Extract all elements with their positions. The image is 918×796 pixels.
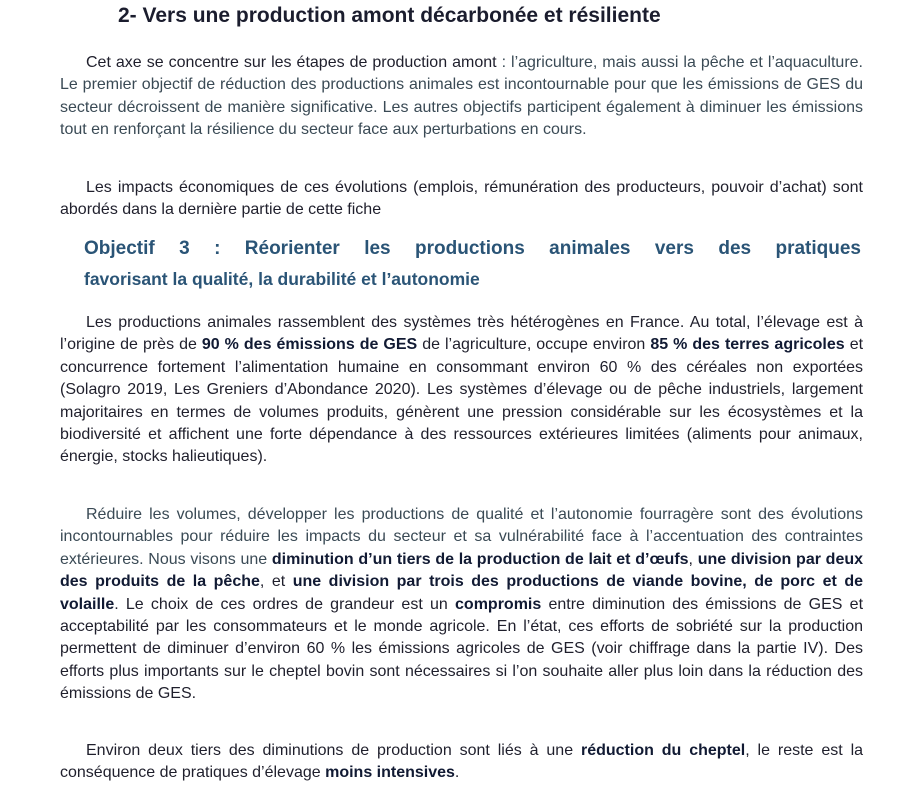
reduce-highlight-meat: une division par trois des productions de viande bovine, de porc et de volaille xyxy=(60,573,863,613)
cheptel-highlight-reduction: réduction du cheptel xyxy=(580,742,746,759)
cheptel-text-1: Environ deux tiers des diminutions de production sont liés à une xyxy=(86,742,581,759)
reduce-text-5: entre diminution des émissions de GES et acceptabilité par les consommateurs et le monde agricole. En l’état, ces efforts de sobriété sur la production permettent de diminuer d’environ 60 % les émissions agricoles de GES (voir chiffrage dans la partie IV). Des efforts plus importants sur le cheptel bovin sont nécessaires si l’on souhaite aller plus loin dans la réduction des émissions de GES. xyxy=(60,595,864,703)
reduce-volumes-paragraph xyxy=(60,504,863,706)
animal-text-3: et concurrence fortement l’alimentation humaine en consommant environ 60 % des céréales non exportées (Solagro 2019, Les Greniers d’Abondance 2020). Les systèmes d’élevage ou de pêche industriels, largement majoritaires en termes de volumes produits, génèrent une pression considérable sur les écosystèmes et la biodiversité et affichent une forte dépendance à des ressources extérieures limitées (aliments pour animaux, énergie, stocks halieutiques). xyxy=(60,336,864,466)
reduce-text-1: Réduire les volumes, développer les productions de qualité et l’autonomie fourragère sont des évolutions incontournables pour réduire les impacts du secteur et sa vulnérabilité face à l’accentuation des contraintes extérieures. Nous visons une xyxy=(60,506,863,568)
animal-highlight-ges: 90 % des émissions de GES xyxy=(201,336,418,354)
reduce-highlight-fish: une division par deux des produits de la pêche xyxy=(60,550,864,591)
objective-title xyxy=(84,236,861,292)
objective-title-line1: Objectif 3 : Réorienter les productions animales vers des pratiques xyxy=(84,238,861,259)
reduce-text-3: , et xyxy=(259,573,293,591)
reduce-highlight-compromise: compromis xyxy=(455,595,542,613)
intro-text-1: Cet axe se concentre sur les étapes de production amont xyxy=(86,54,497,71)
intro-paragraph xyxy=(60,52,863,142)
cheptel-highlight-intensive: moins intensives xyxy=(325,764,455,782)
cheptel-text-2: , le reste est la conséquence de pratiques d’élevage xyxy=(60,742,864,782)
reduce-highlight-milk: diminution d’un tiers de la production de lait et d’œufs xyxy=(271,550,689,568)
objective-title-line2: favorisant la qualité, la durabilité et l’autonomie xyxy=(84,269,480,289)
animal-highlight-land: 85 % des terres agricoles xyxy=(650,336,845,354)
cheptel-text-3: . xyxy=(454,764,460,782)
impacts-text: Les impacts économiques de ces évolutions (emplois, rémunération des producteurs, pouvoir d’achat) sont abordés dans la dernière partie de cette fiche xyxy=(60,179,863,219)
animal-text-2: de l’agriculture, occupe environ xyxy=(417,336,651,354)
reduce-text-2: , xyxy=(688,550,698,568)
animal-production-paragraph xyxy=(60,312,863,469)
section-heading: 2- Vers une production amont décarbonée et résiliente xyxy=(118,4,661,27)
animal-text-1: Les productions animales rassemblent des systèmes très hétérogènes en France. Au total, l’élevage est à l’origine de près de xyxy=(60,314,863,354)
cheptel-paragraph xyxy=(60,740,863,785)
intro-text-2: : l’agriculture, mais aussi la pêche et l’aquaculture. Le premier objectif de réduction des productions animales est incontournable pour que les émissions de GES du secteur décroissent de manière significative. Les autres objectifs participent également à diminuer les émissions tout en renforçant la résilience du secteur face aux perturbations en cours. xyxy=(60,54,863,139)
impacts-paragraph xyxy=(60,177,863,222)
reduce-text-4: . Le choix de ces ordres de grandeur est un xyxy=(114,595,456,613)
